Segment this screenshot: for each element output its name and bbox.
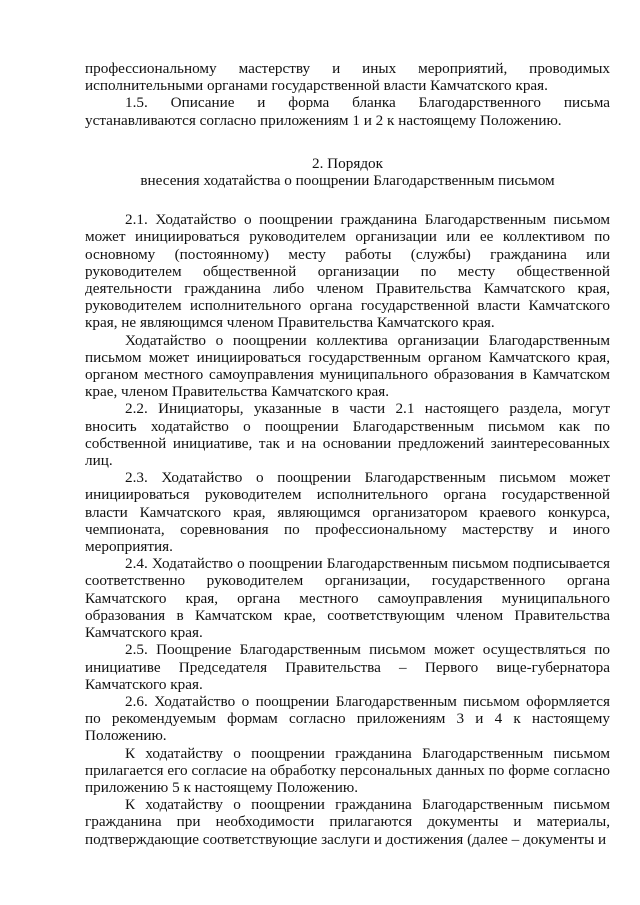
- section-title: 2. Порядок: [311, 154, 384, 172]
- paragraph-1-5: 1.5. Описание и форма бланка Благодарственного письма устанавливаются согласно приложениям 1 и 2 к настоящему Положению.: [85, 94, 610, 129]
- paragraph-consent: К ходатайству о поощрении гражданина Благодарственным письмом прилагается его согласие на обработку персональных данных по форме согласно приложению 5 к настоящему Положению.: [85, 744, 610, 796]
- paragraph-continuation: профессиональному мастерству и иных мероприятий, проводимых исполнительными органами государственной власти Камчатского края.: [85, 60, 610, 95]
- paragraph-2-6: 2.6. Ходатайство о поощрении Благодарственным письмом оформляется по рекомендуемым формам согласно приложениям 3 и 4 к настоящему Положению.: [85, 692, 610, 745]
- paragraph-documents: К ходатайству о поощрении гражданина Благодарственным письмом гражданина при необходимости прилагаются документы и материалы, подтверждающие соответствующие заслуги и достижения (далее – документы и: [85, 796, 610, 848]
- paragraph-2-4: 2.4. Ходатайство о поощрении Благодарственным письмом подписывается соответственно руководителем организации, государственного органа Камчатского края, органа местного самоуправления муниципального образования в Камчатском крае, соответствующим членом Правительства Камчатского края.: [85, 555, 610, 642]
- document-page: [85, 60, 610, 848]
- paragraph-2-3: 2.3. Ходатайство о поощрении Благодарственным письмом может инициироваться руководителем исполнительного органа государственной власти Камчатского края, являющимся организатором краевого конкурса, чемпионата, соревнования по профессиональному мастерству и иного мероприятия.: [85, 469, 610, 556]
- paragraph-2-5: 2.5. Поощрение Благодарственным письмом может осуществляться по инициативе Председателя Правительства – Первого вице-губернатора Камчатского края.: [85, 641, 610, 693]
- paragraph-2-2: 2.2. Инициаторы, указанные в части 2.1 настоящего раздела, могут вносить ходатайство о поощрении Благодарственным письмом как по собственной инициативе, так и на основании предложений заинтересованных лиц.: [85, 400, 610, 470]
- paragraph-2-1-collective: Ходатайство о поощрении коллектива организации Благодарственным письмом может инициироваться государственным органом Камчатского края, органом местного самоуправления муниципального образования в Камчатском крае, членом Правительства Камчатского края.: [85, 331, 610, 401]
- section-heading: [85, 155, 610, 189]
- section-subtitle: внесения ходатайства о поощрении Благодарственным письмом: [140, 172, 555, 190]
- paragraph-2-1: 2.1. Ходатайство о поощрении гражданина Благодарственным письмом может инициироваться руководителем организации или ее коллективом по основному (постоянному) месту работы (службы) гражданина или руководителем общественной организации по месту общественной деятельности гражданина либо членом Правительства Камчатского края, руководителем исполнительного органа государственной власти Камчатского края, не являющимся членом Правительства Камчатского края.: [85, 211, 610, 332]
